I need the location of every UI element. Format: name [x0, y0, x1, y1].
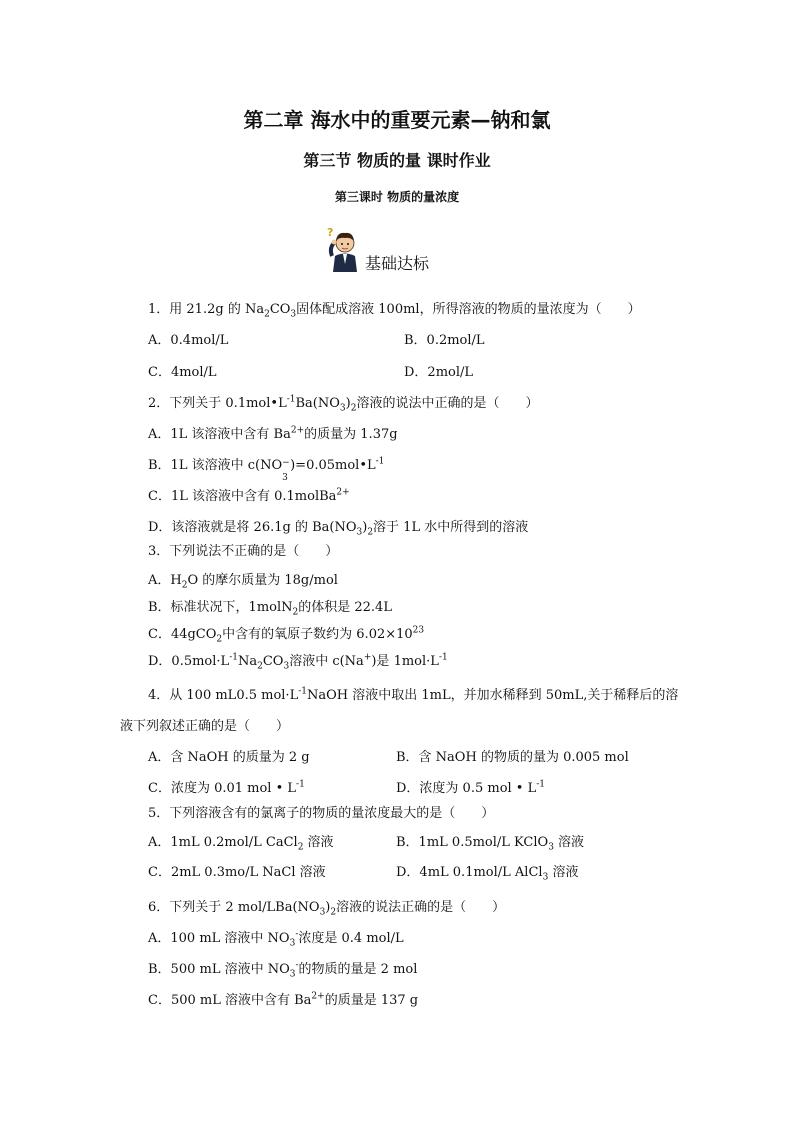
- option-text: )是 1mol·L: [371, 654, 439, 669]
- question-6-option-b: [148, 962, 417, 978]
- option-text: A．100 mL 溶液中 NO: [148, 931, 290, 946]
- option-text: 的物质的量是 2 mol: [298, 962, 418, 977]
- question-1-option-b: B．0.2mol/L: [404, 333, 485, 348]
- question-3-option-b: [148, 600, 392, 616]
- question-number: 4．: [148, 688, 170, 703]
- option-text: C．44gCO: [148, 627, 217, 642]
- subscript: 2: [367, 527, 374, 538]
- question-5-option-c: C．2mL 0.3mo/L NaCl 溶液: [148, 865, 326, 880]
- question-6-option-a: [148, 931, 404, 947]
- subscript: 3: [319, 907, 326, 918]
- subscript: 3: [339, 403, 346, 414]
- question-2-option-c: [148, 489, 350, 505]
- superscript: -1: [536, 779, 546, 790]
- option-text: C．1L 该溶液中含有 0.1molBa: [148, 489, 337, 504]
- option-text: 浓度是 0.4 mol/L: [298, 931, 404, 946]
- question-2-option-d: [148, 520, 528, 536]
- stem-text: 下列关于 0.1mol•L: [169, 396, 287, 411]
- banner-label: 基础达标: [365, 254, 430, 273]
- lesson-title: 第三课时 物质的量浓度: [334, 190, 460, 204]
- stem-text: 下列溶液含有的氯离子的物质的量浓度最大的是（ ）: [169, 806, 495, 821]
- subscript: 3: [542, 872, 549, 883]
- stem-text: ): [345, 396, 351, 411]
- stem-text: Ba(NO: [295, 396, 340, 411]
- option-text: 的质量为 1.37g: [304, 427, 398, 442]
- question-3-option-a: [148, 573, 338, 589]
- question-4-stem-line-2: 液下列叙述正确的是（ ）: [120, 719, 290, 734]
- option-text: B．1mL 0.5mol/L KClO: [396, 835, 549, 850]
- stem-text: 溶液的说法中正确的是（ ）: [356, 396, 539, 411]
- option-text: B．标准状况下，1molN: [148, 600, 293, 615]
- svg-text:?: ?: [327, 226, 334, 239]
- subscript: 3: [283, 661, 290, 672]
- subscript: 2: [257, 661, 263, 672]
- stem-text: ): [325, 900, 331, 915]
- superscript: 2+: [290, 425, 305, 436]
- question-3-option-c: [148, 627, 424, 643]
- superscript: 2+: [311, 991, 325, 1002]
- option-text: D．4mL 0.1mol/L AlCl: [396, 865, 543, 880]
- question-2-stem: [148, 396, 538, 412]
- question-4-option-d: [396, 781, 545, 797]
- subscript: 3: [290, 309, 297, 320]
- option-text: 中含有的氧原子数约为 6.02×10: [222, 627, 413, 642]
- thinking-student-icon: [323, 226, 365, 274]
- option-text: C．浓度为 0.01 mol • L: [148, 781, 297, 796]
- question-4-option-a: A．含 NaOH 的质量为 2 g: [148, 750, 310, 765]
- subscript: 3: [289, 969, 296, 980]
- option-text: 溶液: [548, 865, 579, 880]
- question-5-stem: [148, 806, 494, 822]
- question-6-option-c: [148, 993, 418, 1009]
- subscript: 3: [289, 938, 296, 949]
- option-text: Na: [237, 654, 258, 669]
- option-text: B．500 mL 溶液中 NO: [148, 962, 290, 977]
- stem-text: NaOH 溶液中取出 1mL，并加水稀释到 50mL,关于稀释后的溶: [306, 688, 679, 703]
- superscript: -1: [298, 686, 307, 697]
- option-text: D．该溶液就是将 26.1g 的 Ba(NO: [148, 520, 357, 535]
- question-2-option-a: [148, 427, 398, 443]
- question-6-stem: [148, 900, 505, 916]
- question-number: 5．: [148, 806, 170, 821]
- stem-text: 用 21.2g 的 Na: [169, 302, 265, 317]
- question-5-option-a: [148, 835, 334, 851]
- stem-text: 溶液的说法正确的是（ ）: [336, 900, 506, 915]
- question-4-option-c: [148, 781, 305, 797]
- superscript: -: [295, 929, 299, 940]
- option-text: O 的摩尔质量为 18g/mol: [187, 573, 338, 588]
- subscript: 2: [216, 634, 223, 645]
- superscript: -: [295, 960, 299, 971]
- stem-text: CO: [269, 302, 291, 317]
- question-4-stem-line-1: [148, 688, 678, 704]
- option-text: CO: [262, 654, 284, 669]
- subscript: 2: [264, 309, 270, 320]
- option-text: C．500 mL 溶液中含有 Ba: [148, 993, 312, 1008]
- stem-text: 固体配成溶液 100ml，所得溶液的物质的量浓度为（ ）: [296, 302, 641, 317]
- chapter-title: 第二章 海水中的重要元素—钠和氯: [243, 108, 551, 132]
- question-3-stem: [148, 544, 338, 560]
- superscript: -1: [438, 652, 448, 663]
- option-text: A．H: [148, 573, 182, 588]
- question-1-option-d: D．2mol/L: [404, 365, 474, 380]
- question-number: 1．: [148, 302, 170, 317]
- option-text: D．浓度为 0.5 mol • L: [396, 781, 537, 796]
- subscript: 2: [181, 580, 188, 591]
- superscript: 23: [412, 625, 425, 636]
- option-text: D．0.5mol·L: [148, 654, 230, 669]
- stem-text: 从 100 mL0.5 mol·L: [169, 688, 299, 703]
- superscript: +: [363, 652, 372, 663]
- question-1-option-a: A．0.4mol/L: [148, 333, 229, 348]
- subscript: 3: [356, 527, 363, 538]
- option-text: A．1L 该溶液中含有 Ba: [148, 427, 291, 442]
- option-text: ): [362, 520, 368, 535]
- option-text: 溶于 1L 水中所得到的溶液: [373, 520, 529, 535]
- question-5-option-b: [396, 835, 584, 851]
- option-text: 溶液中 c(Na: [289, 654, 364, 669]
- subscript: 2: [292, 607, 299, 618]
- question-number: 6．: [148, 900, 170, 915]
- option-text: 的质量是 137 g: [324, 993, 419, 1008]
- option-text: B．1L 该溶液中 c(NO: [148, 458, 283, 473]
- question-1-stem: [148, 302, 641, 318]
- stem-text: 下列关于 2 mol/LBa(NO: [169, 900, 320, 915]
- question-number: 2．: [148, 396, 170, 411]
- superscript: -1: [375, 456, 385, 467]
- question-3-option-d: [148, 654, 448, 670]
- section-title: 第三节 物质的量 课时作业: [303, 151, 491, 170]
- subscript: 2: [297, 842, 304, 853]
- subscript: 3: [548, 842, 554, 853]
- question-4-option-b: B．含 NaOH 的物质的量为 0.005 mol: [396, 750, 629, 765]
- option-text: 溶液: [553, 835, 585, 850]
- subscript: 2: [330, 907, 337, 918]
- superscript: -1: [286, 394, 296, 405]
- question-5-option-d: [396, 865, 578, 881]
- option-text: 的体积是 22.4L: [298, 600, 392, 615]
- stem-text: 下列说法不正确的是（ ）: [169, 544, 339, 559]
- question-1-option-c: C．4mol/L: [148, 365, 217, 380]
- question-number: 3．: [148, 544, 170, 559]
- superscript: -1: [296, 779, 305, 790]
- option-text: A．1mL 0.2mol/L CaCl: [148, 835, 298, 850]
- option-text: )=0.05mol•L: [290, 458, 376, 473]
- option-text: 溶液: [303, 835, 334, 850]
- subscript: 2: [350, 403, 357, 414]
- superscript: 2+: [336, 487, 350, 498]
- superscript: -1: [229, 652, 238, 663]
- question-2-option-b: B．1L 该溶液中 c(NO − 3 )$=0.05mol•L^{-1}$: [148, 456, 385, 483]
